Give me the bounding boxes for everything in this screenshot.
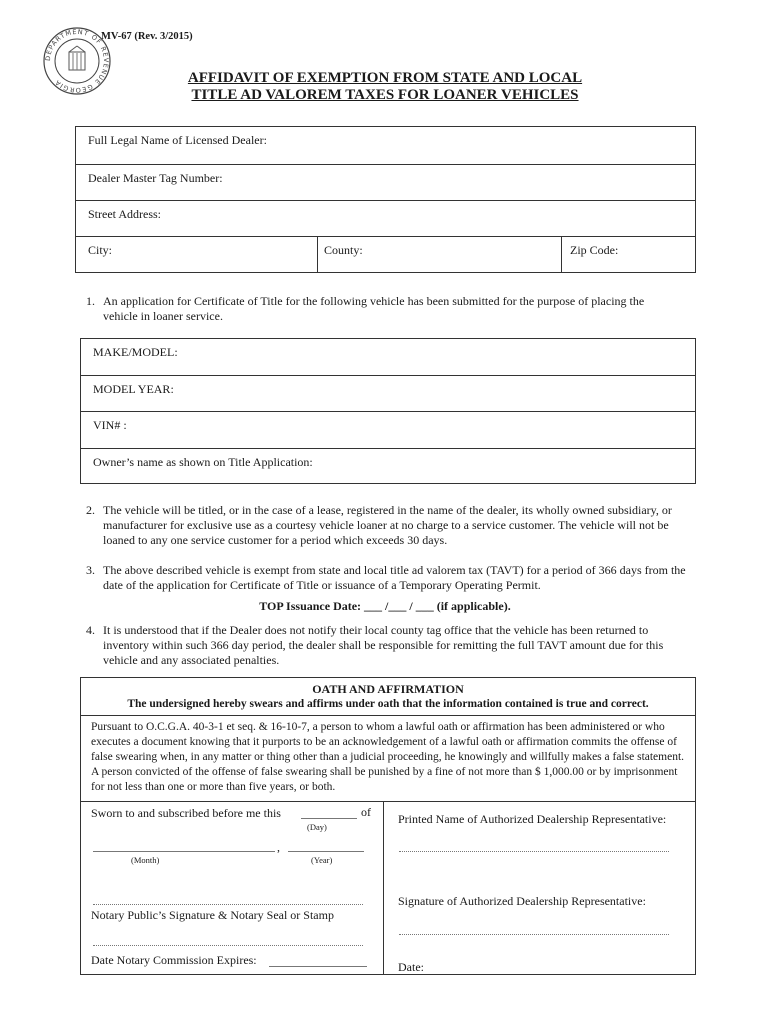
sworn-label: Sworn to and subscribed before me this xyxy=(91,806,281,820)
dealer-master-tag-field[interactable] xyxy=(76,165,695,201)
sworn-year-input[interactable] xyxy=(288,851,364,852)
form-number: MV-67 (Rev. 3/2015) xyxy=(101,31,193,42)
vin-label: VIN# : xyxy=(93,418,127,432)
owner-name-label: Owner’s name as shown on Title Application: xyxy=(93,455,313,469)
oath-heading: OATH AND AFFIRMATION xyxy=(312,682,464,696)
oath-affirmation-box xyxy=(80,677,696,975)
month-caption: (Month) xyxy=(131,855,160,865)
notary-expires-label: Date Notary Commission Expires: xyxy=(91,953,257,967)
item-1-text: An application for Certificate of Title for the following vehicle has been submitted for the purpose of placing the vehicle in loaner service. xyxy=(103,294,645,323)
county-field[interactable] xyxy=(318,237,562,272)
year-caption: (Year) xyxy=(311,855,333,865)
item-4-number: 4. xyxy=(86,623,95,637)
date-comma: , xyxy=(277,840,280,854)
notary-line xyxy=(93,945,363,946)
oath-subheading: The undersigned hereby swears and affirms under oath that the information contained is true and correct. xyxy=(127,698,649,710)
form-title-line2: TITLE AD VALOREM TAXES FOR LOANER VEHICLES xyxy=(191,87,579,103)
city-label: City: xyxy=(88,243,113,257)
item-3-text: The above described vehicle is exempt from state and local title ad valorem tax (TAVT) for a period of 366 days from the date of the application for Certificate of Title or issuance of a Temporary Operating Permit. xyxy=(103,563,686,592)
street-address-field[interactable] xyxy=(76,201,695,237)
dealer-info-box xyxy=(75,126,696,273)
city-field[interactable] xyxy=(76,237,318,272)
vin-field[interactable] xyxy=(81,412,695,449)
item-2-text: The vehicle will be titled, or in the case of a lease, registered in the name of the dealer, its wholly owned subsidiary, or manufacturer for exclusive use as a courtesy vehicle loaner at no charge to a service customer. The vehicle will not be loaned to any one service customer for a period which exceeds 30 days. xyxy=(103,503,672,547)
dealer-master-tag-label: Dealer Master Tag Number: xyxy=(88,171,223,185)
notary-signature-label: Notary Public’s Signature & Notary Seal or Stamp xyxy=(91,908,334,922)
zip-code-label: Zip Code: xyxy=(570,243,619,257)
printed-name-label: Printed Name of Authorized Dealership Representative: xyxy=(398,812,667,826)
model-year-label: MODEL YEAR: xyxy=(93,382,174,396)
item-3-number: 3. xyxy=(86,563,95,577)
notary-section xyxy=(81,802,384,974)
owner-name-field[interactable] xyxy=(81,449,695,483)
day-caption: (Day) xyxy=(307,822,327,832)
item-2-number: 2. xyxy=(86,503,95,517)
zip-code-field[interactable] xyxy=(562,237,695,272)
dealer-representative-section xyxy=(383,802,695,974)
make-model-label: MAKE/MODEL: xyxy=(93,345,178,359)
sworn-day-input[interactable] xyxy=(301,818,357,819)
form-title-line1: AFFIDAVIT OF EXEMPTION FROM STATE AND LOCAL xyxy=(187,70,583,86)
sworn-of-label: of xyxy=(361,805,371,819)
county-label: County: xyxy=(324,243,363,257)
street-address-label: Street Address: xyxy=(88,207,161,221)
top-issuance-date: TOP Issuance Date: ___ /___ / ___ (if applicable). xyxy=(259,599,511,613)
notary-signature-input[interactable] xyxy=(93,904,363,905)
date-label: Date: xyxy=(398,960,424,974)
statute-text: Pursuant to O.C.G.A. 40-3-1 et seq. & 16-10-7, a person to whom a lawful oath or affirmation has been administered or who executes a document knowing that it purports to be an acknowledgement of a lawful oath or affirmation commits the offense of false swearing when, in any matter or thing other than a judicial proceeding, he knowingly and willfully makes a false statement. A person convicted of the offense of false swearing shall be punished by a fine of not more than $ 1,000.00 or by imprisonment for not less than one or more than five years, or both. xyxy=(81,716,695,802)
model-year-field[interactable] xyxy=(81,376,695,412)
item-1-number: 1. xyxy=(86,294,95,308)
dealer-legal-name-field[interactable] xyxy=(76,127,695,165)
svg-text:DEPARTMENT OF REVENUE GEORGIA: DEPARTMENT OF REVENUE GEORGIA xyxy=(43,27,111,95)
sworn-month-input[interactable] xyxy=(93,851,275,852)
vehicle-info-box xyxy=(80,338,696,484)
notary-expires-input[interactable] xyxy=(269,966,367,967)
signature-input[interactable] xyxy=(399,934,669,935)
signature-label: Signature of Authorized Dealership Representative: xyxy=(398,894,646,908)
dealer-legal-name-label: Full Legal Name of Licensed Dealer: xyxy=(88,133,267,147)
item-4-text: It is understood that if the Dealer does not notify their local county tag office that the vehicle has been returned to inventory within such 366 day period, the dealer shall be responsible for remitting the full TAVT amount due for this vehicle and any associated penalties. xyxy=(103,623,664,667)
make-model-field[interactable] xyxy=(81,339,695,376)
printed-name-input[interactable] xyxy=(399,851,669,852)
